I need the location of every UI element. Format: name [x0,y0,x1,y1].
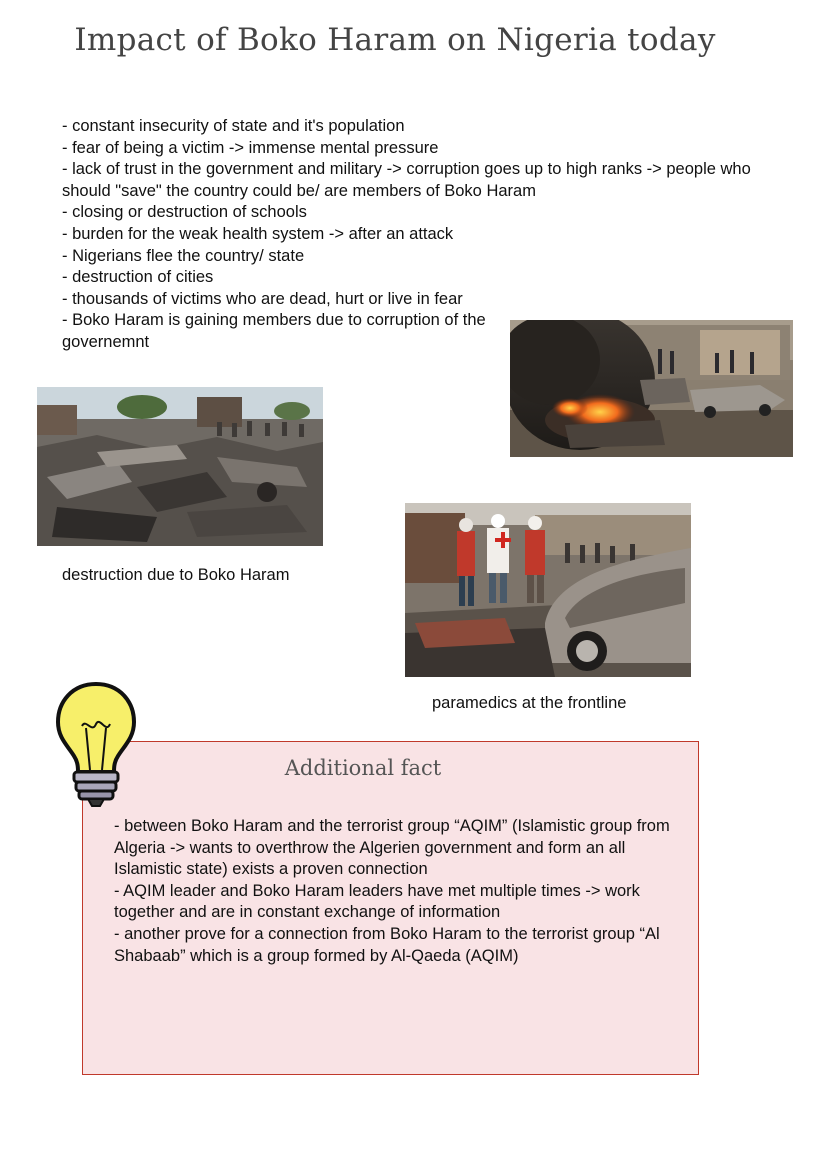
list-item: - constant insecurity of state and it's population [62,117,405,135]
list-item: - another prove for a connection from Boko Haram to the terrorist group “Al Shabaab” which is a group formed by Al-Qaeda (AQIM) [114,924,660,965]
list-item: - thousands of victims who are dead, hurt or live in fear [62,289,463,308]
fact-list [114,816,674,967]
list-item: - Boko Haram is gaining members due to corruption of the governemnt [62,311,486,351]
list-item: - AQIM leader and Boko Haram leaders have met multiple times -> work together and are in constant exchange of information [114,881,640,922]
list-item: - fear of being a victim -> immense mental pressure [62,138,439,157]
list-item: - destruction of cities [62,268,214,287]
list-item: - closing or destruction of schools [62,203,307,222]
paramedics-photo [405,503,691,677]
paramedics-caption: paramedics at the frontline [432,694,627,712]
lightbulb-icon [52,680,142,815]
page-title: Impact of Boko Haram on Nigeria today [74,22,716,58]
fact-box-title: Additional fact [284,756,442,780]
burning-cars-photo [510,320,793,457]
impact-list [62,116,782,354]
destroyed-town-photo [37,387,323,546]
list-item: - lack of trust in the government and military -> corruption goes up to high ranks -> people who should "save" the country could be/ are members of Boko Haram [62,160,751,200]
destruction-caption: destruction due to Boko Haram [62,566,290,584]
list-item: - between Boko Haram and the terrorist group “AQIM” (Islamistic group from Algeria -> wants to overthrow the Algerien government and form an all Islamistic state) exists a proven connection [114,817,670,879]
list-item: - Nigerians flee the country/ state [62,246,305,265]
list-item: - burden for the weak health system -> after an attack [62,224,454,243]
